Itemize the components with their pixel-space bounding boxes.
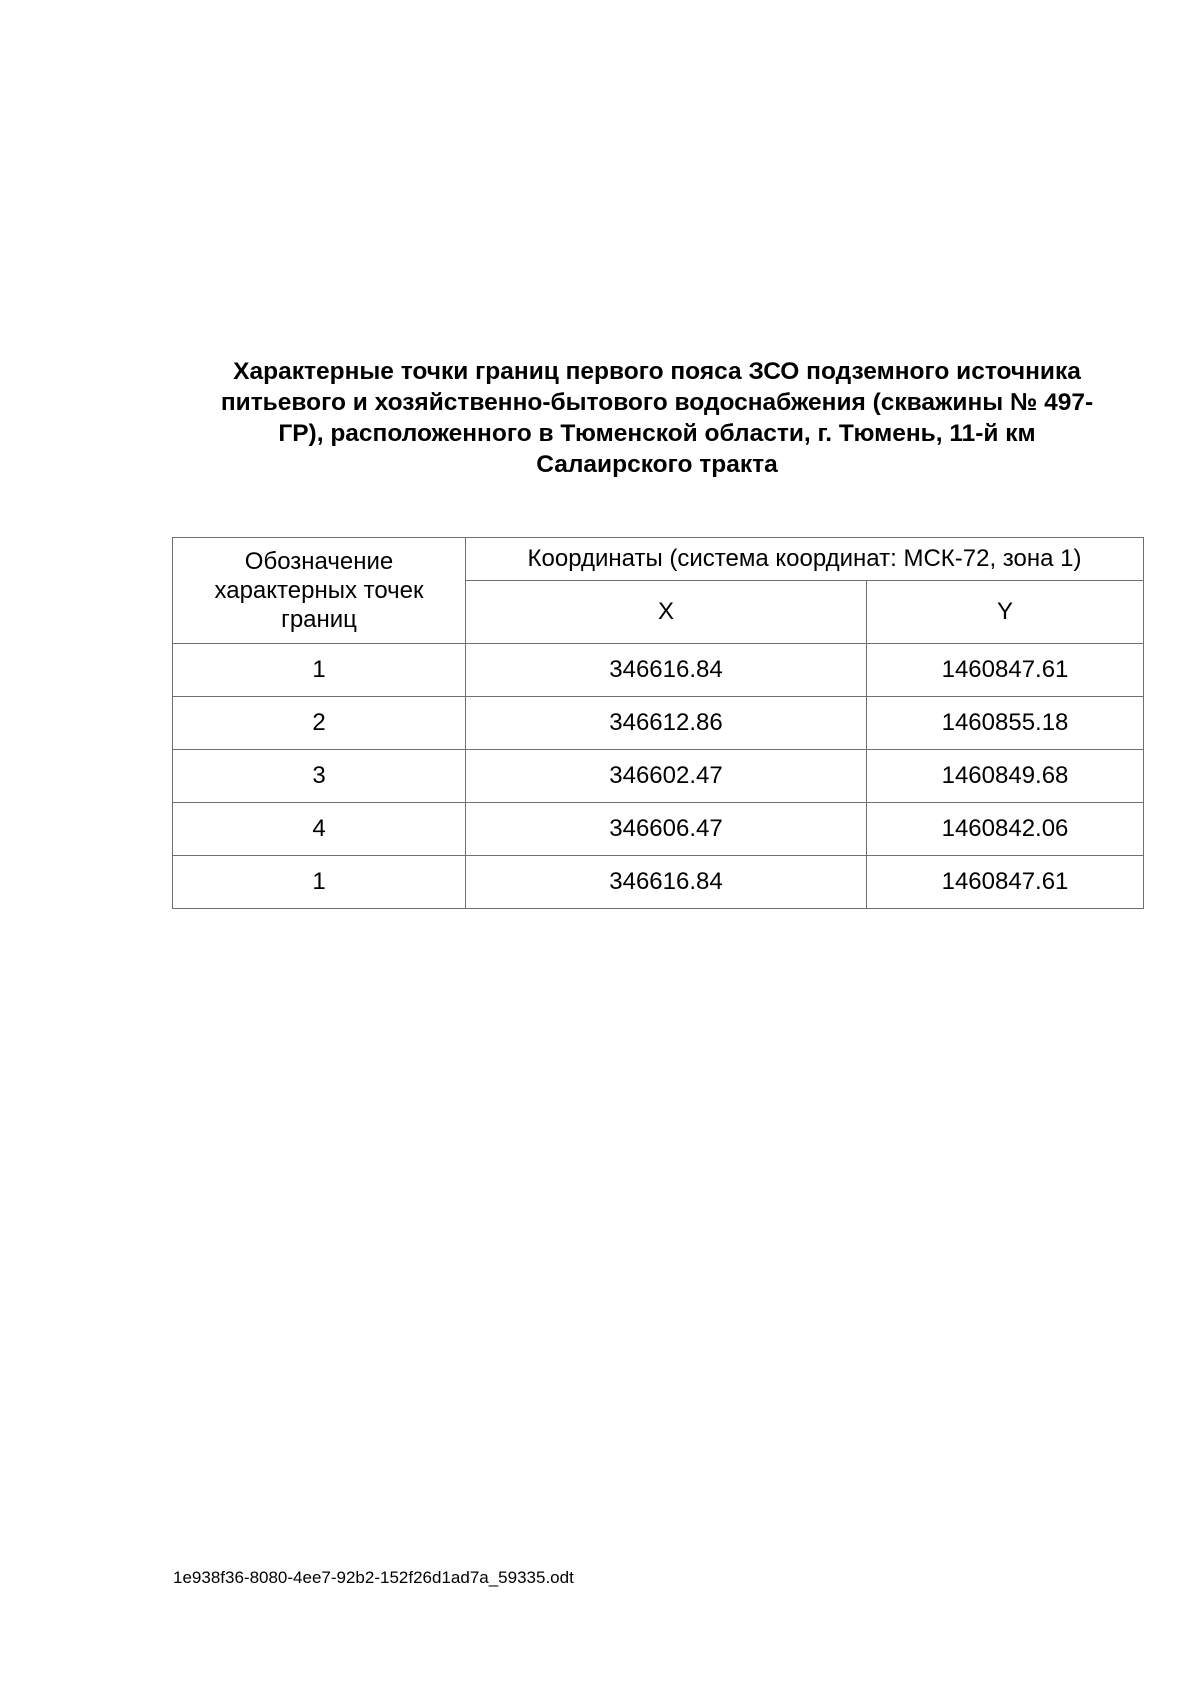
y-value: 1460847.61	[867, 856, 1144, 909]
coordinates-table	[172, 537, 1144, 909]
document-title	[172, 356, 1142, 480]
point-number: 3	[173, 750, 466, 803]
table-row	[173, 803, 1144, 856]
point-number: 2	[173, 697, 466, 750]
y-value: 1460842.06	[867, 803, 1144, 856]
x-value: 346616.84	[466, 856, 867, 909]
y-value: 1460849.68	[867, 750, 1144, 803]
designation-header-line: Обозначение	[244, 548, 394, 575]
x-value: 346616.84	[466, 644, 867, 697]
x-value: 346606.47	[466, 803, 867, 856]
x-header: X	[466, 581, 867, 644]
table-row	[173, 750, 1144, 803]
title-line: питьевого и хозяйственно-бытового водоснабжения (скважины № 497-	[220, 389, 1094, 416]
table-row	[173, 644, 1144, 697]
x-value: 346612.86	[466, 697, 867, 750]
title-line: Салаирского тракта	[536, 451, 778, 478]
table-row	[173, 697, 1144, 750]
point-number: 1	[173, 856, 466, 909]
designation-header-line: границ	[281, 606, 357, 633]
x-value: 346602.47	[466, 750, 867, 803]
table-row	[173, 856, 1144, 909]
title-line: Характерные точки границ первого пояса ЗСО подземного источника	[233, 358, 1081, 385]
point-number: 4	[173, 803, 466, 856]
footer-filename: 1e938f36-8080-4ee7-92b2-152f26d1ad7a_59335.odt	[173, 1568, 574, 1587]
designation-header	[173, 538, 466, 644]
title-line: ГР), расположенного в Тюменской области, г. Тюмень, 11-й км	[278, 420, 1036, 447]
point-number: 1	[173, 644, 466, 697]
coordinates-header: Координаты (система координат: МСК-72, зона 1)	[466, 538, 1144, 581]
y-header: Y	[867, 581, 1144, 644]
y-value: 1460855.18	[867, 697, 1144, 750]
y-value: 1460847.61	[867, 644, 1144, 697]
designation-header-line: характерных точек	[214, 577, 424, 604]
